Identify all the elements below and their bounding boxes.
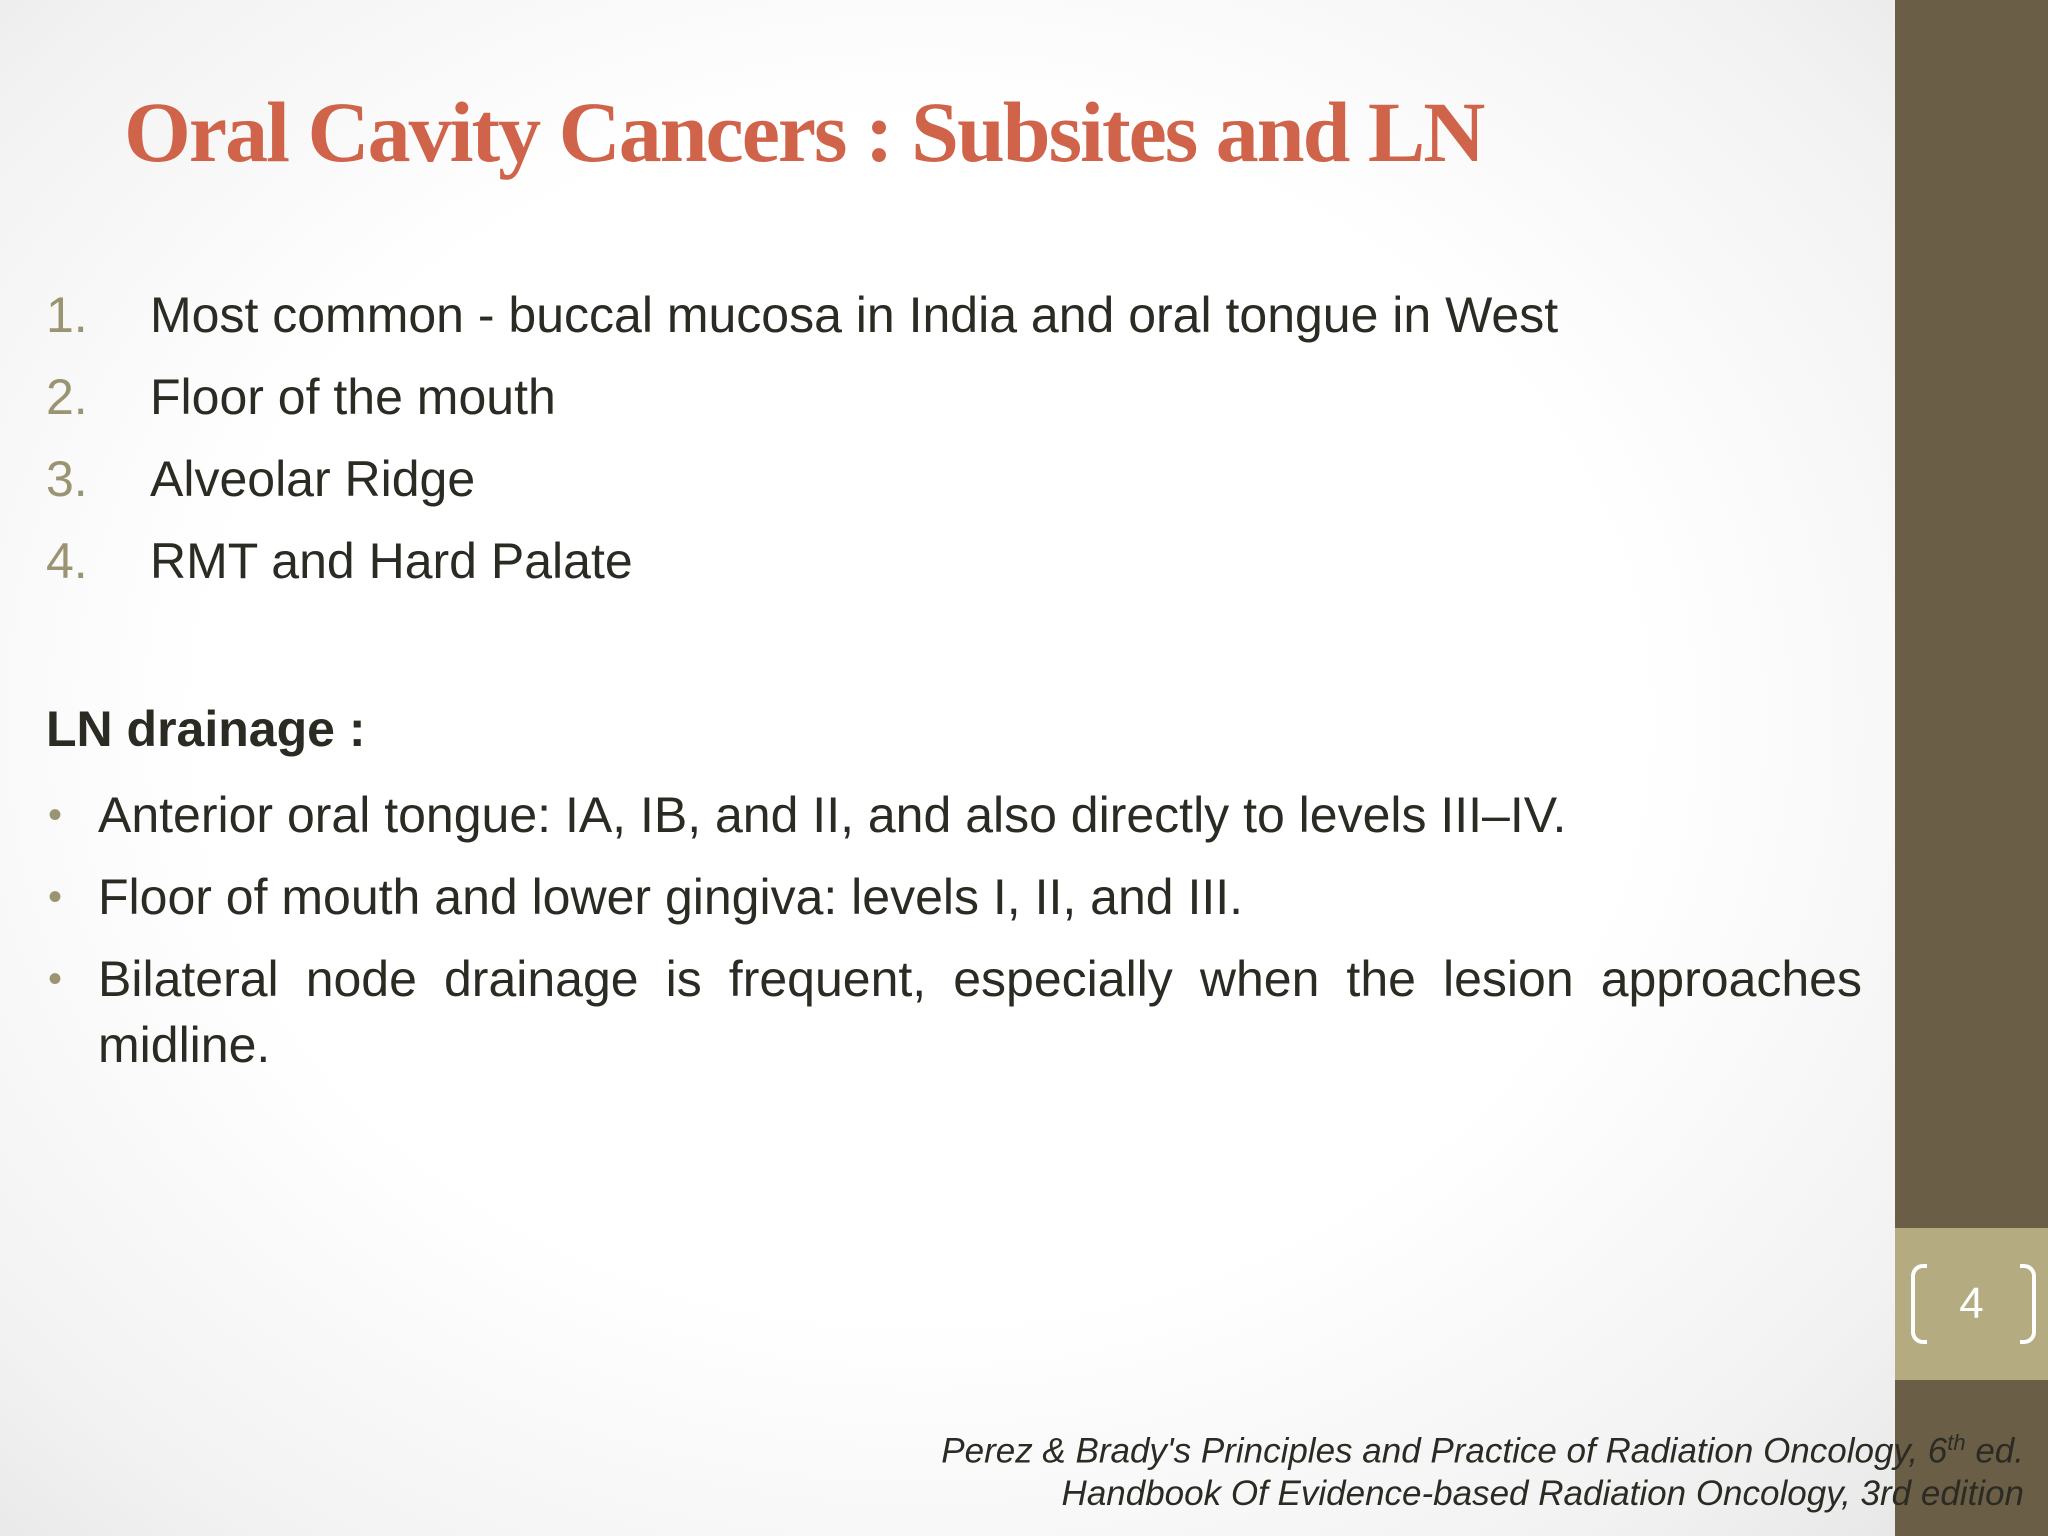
subsite-text: RMT and Hard Palate	[150, 533, 633, 589]
reference-1-superscript: th	[1947, 1430, 1966, 1455]
ln-drainage-text: Anterior oral tongue: IA, IB, and II, and also directly to levels III–IV.	[98, 787, 1567, 843]
subsite-number: 3.	[46, 451, 88, 507]
ln-drainage-list	[46, 782, 1862, 1094]
reference-2: Handbook Of Evidence-based Radiation Oncology, 3rd edition	[1061, 1473, 2024, 1513]
page-number-box	[1895, 1228, 2048, 1380]
slide-title: Oral Cavity Cancers : Subsites and LN	[124, 84, 1484, 180]
subsite-text: Floor of the mouth	[150, 369, 556, 425]
subsite-number: 1.	[46, 287, 88, 343]
reference-1	[941, 1422, 2024, 1473]
page-number: 4	[1959, 1279, 1984, 1328]
subsite-text: Most common - buccal mucosa in India and oral tongue in West	[150, 287, 1559, 343]
bullet-icon: •	[48, 957, 63, 1001]
subsite-number: 4.	[46, 533, 88, 589]
ln-drainage-text: Bilateral node drainage is frequent, especially when the lesion approaches midline.	[98, 951, 1862, 1073]
subsite-text: Alveolar Ridge	[150, 451, 476, 507]
subsite-number: 2.	[46, 369, 88, 425]
ln-drainage-item	[46, 864, 1862, 930]
reference-1-main: Perez & Brady's Principles and Practice of Radiation Oncology, 6	[941, 1431, 1948, 1471]
ln-drainage-item	[46, 946, 1862, 1078]
references	[941, 1422, 2024, 1515]
ln-drainage-heading: LN drainage :	[46, 701, 366, 757]
ln-drainage-text: Floor of mouth and lower gingiva: levels I, II, and III.	[98, 869, 1244, 925]
bullet-icon: •	[48, 875, 63, 919]
right-bracket-icon	[2020, 1264, 2036, 1344]
reference-1-tail: ed.	[1965, 1431, 2024, 1471]
bullet-icon: •	[48, 793, 63, 837]
ln-drainage-item	[46, 782, 1862, 848]
